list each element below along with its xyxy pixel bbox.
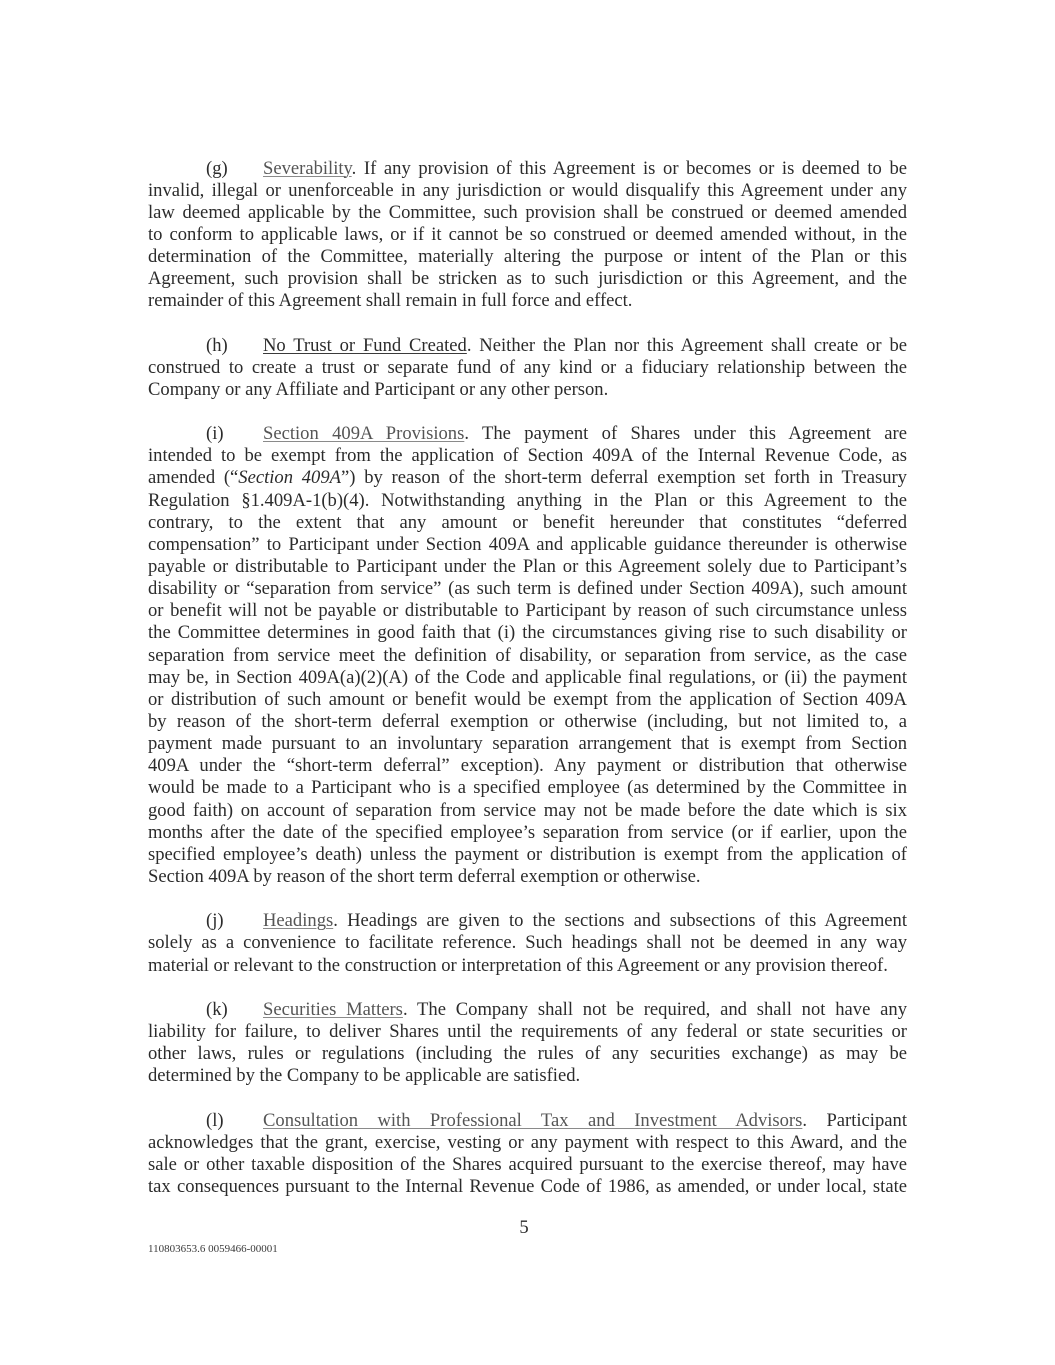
text-line: to conform to applicable laws, or if it cannot be so construed or deemed amended without, in the [148,223,907,245]
text-line: or distribution of such amount or benefit would be exempt from the application of Section 409A [148,688,907,710]
text-line: payment made pursuant to an involuntary separation arrangement that is exempt from Section [148,733,907,755]
text-segment: . If any provision of this Agreement is or becomes or is deemed to be [351,157,907,179]
document-id-footer: 110803653.6 0059466-00001 [148,1243,278,1255]
text-line: compensation” to Participant under Section 409A and applicable guidance thereunder is otherwise [148,533,907,555]
text-line: months after the date of the specified employee’s separation from service (or if earlier, upon the [148,821,907,843]
text-line: solely as a convenience to facilitate reference. Such headings shall not be deemed in any way [148,932,907,954]
section-first-line [148,335,907,357]
text-line: remainder of this Agreement shall remain in full force and effect. [148,290,633,312]
section-first-line [148,158,907,180]
page-number: 5 [519,1216,529,1238]
text-segment: . Neither the Plan nor this Agreement shall create or be [466,334,907,356]
section-h [148,335,907,401]
section-label: (i) [206,423,224,445]
text-line [148,467,907,489]
text-line: or benefit will not be payable or distributable to Participant by reason of such circumstance unless [148,600,907,622]
section-heading: Headings [263,910,334,932]
section-first-line [148,999,907,1021]
text-line: determined by the Company to be applicable are satisfied. [148,1065,581,1087]
text-line: sale or other taxable disposition of the Shares acquired pursuant to the exercise thereof, may have [148,1153,907,1175]
text-line: liability for failure, to deliver Shares until the requirements of any federal or state securities or [148,1020,907,1042]
document-body [148,158,907,1221]
text-line: Agreement, such provision shall be stricken as to such jurisdiction or this Agreement, and the [148,268,907,290]
section-heading: Securities Matters [263,998,403,1020]
text-segment: ”) by reason of the short-term deferral exemption set forth in Treasury [341,467,907,489]
section-label: (h) [206,334,228,356]
text-line: other laws, rules or regulations (including the rules of any securities exchange) as may be [148,1043,907,1065]
text-line: may be, in Section 409A(a)(2)(A) of the Code and applicable final regulations, or (ii) the payment [148,666,907,688]
text-segment: . Headings are given to the sections and subsections of this Agreement [333,910,907,932]
section-label: (j) [206,910,224,932]
text-line: good faith) on account of separation from service may not be made before the date which is six [148,799,907,821]
text-segment: . The payment of Shares under this Agreement are [464,423,908,445]
text-line: specified employee’s death) unless the payment or distribution is exempt from the application of [148,843,907,865]
text-segment: . The Company shall not be required, and shall not have any [402,998,907,1020]
section-l [148,1110,907,1199]
section-j [148,910,907,976]
text-line: disability or “separation from service” (as such term is defined under Section 409A), such amount [148,578,907,600]
text-line: would be made to a Participant who is a specified employee (as determined by the Committee in [148,777,907,799]
section-heading: Section 409A Provisions [263,423,465,445]
text-line: intended to be exempt from the application of Section 409A of the Internal Revenue Code, as [148,445,907,467]
text-line: construed to create a trust or separate fund of any kind or a fiduciary relationship between the [148,356,907,378]
text-line: determination of the Committee, materially altering the purpose or intent of the Plan or this [148,246,907,268]
text-line: Section 409A by reason of the short term deferral exemption or otherwise. [148,866,701,887]
text-line: acknowledges that the grant, exercise, vesting or any payment with respect to this Award, and the [148,1131,907,1153]
section-label: (k) [206,998,228,1020]
defined-term: Section 409A [238,467,342,489]
section-i [148,423,907,888]
section-g [148,158,907,313]
text-segment: . Participant [802,1109,907,1131]
text-line: Regulation §1.409A-1(b)(4). Notwithstanding anything in the Plan or this Agreement to the [148,489,907,511]
section-heading: Consultation with Professional Tax and Investment Advisors [263,1109,803,1131]
text-line: payable or distributable to Participant under the Plan or this Agreement solely due to Participant’s [148,556,907,578]
section-label: (g) [206,157,228,179]
text-line: by reason of the short-term deferral exemption or otherwise (including, but not limited to, a [148,711,907,733]
text-line: invalid, illegal or unenforceable in any jurisdiction or would disqualify this Agreement under any [148,179,907,201]
text-line: material or relevant to the construction or interpretation of this Agreement or any provision thereof. [148,954,888,976]
text-line: tax consequences pursuant to the Internal Revenue Code of 1986, as amended, or under local, state [148,1175,907,1197]
text-line: the Committee determines in good faith that (i) the circumstances giving rise to such disability or [148,622,907,644]
section-first-line [148,910,907,932]
section-heading: No Trust or Fund Created [263,334,467,356]
section-heading: Severability [263,157,352,179]
text-segment: amended (“ [148,467,239,489]
text-line: law deemed applicable by the Committee, such provision shall be construed or deemed amended [148,201,907,223]
section-label: (l) [206,1109,224,1131]
section-k [148,999,907,1088]
text-line: separation from service meet the definition of disability, or separation from service, as the case [148,644,907,666]
section-first-line [148,423,907,445]
section-first-line [148,1110,907,1132]
text-line: Company or any Affiliate and Participant or any other person. [148,378,609,400]
text-line: 409A under the “short-term deferral” exception). Any payment or distribution that otherwise [148,755,907,777]
text-line: contrary, to the extent that any amount or benefit hereunder that constitutes “deferred [148,511,907,533]
